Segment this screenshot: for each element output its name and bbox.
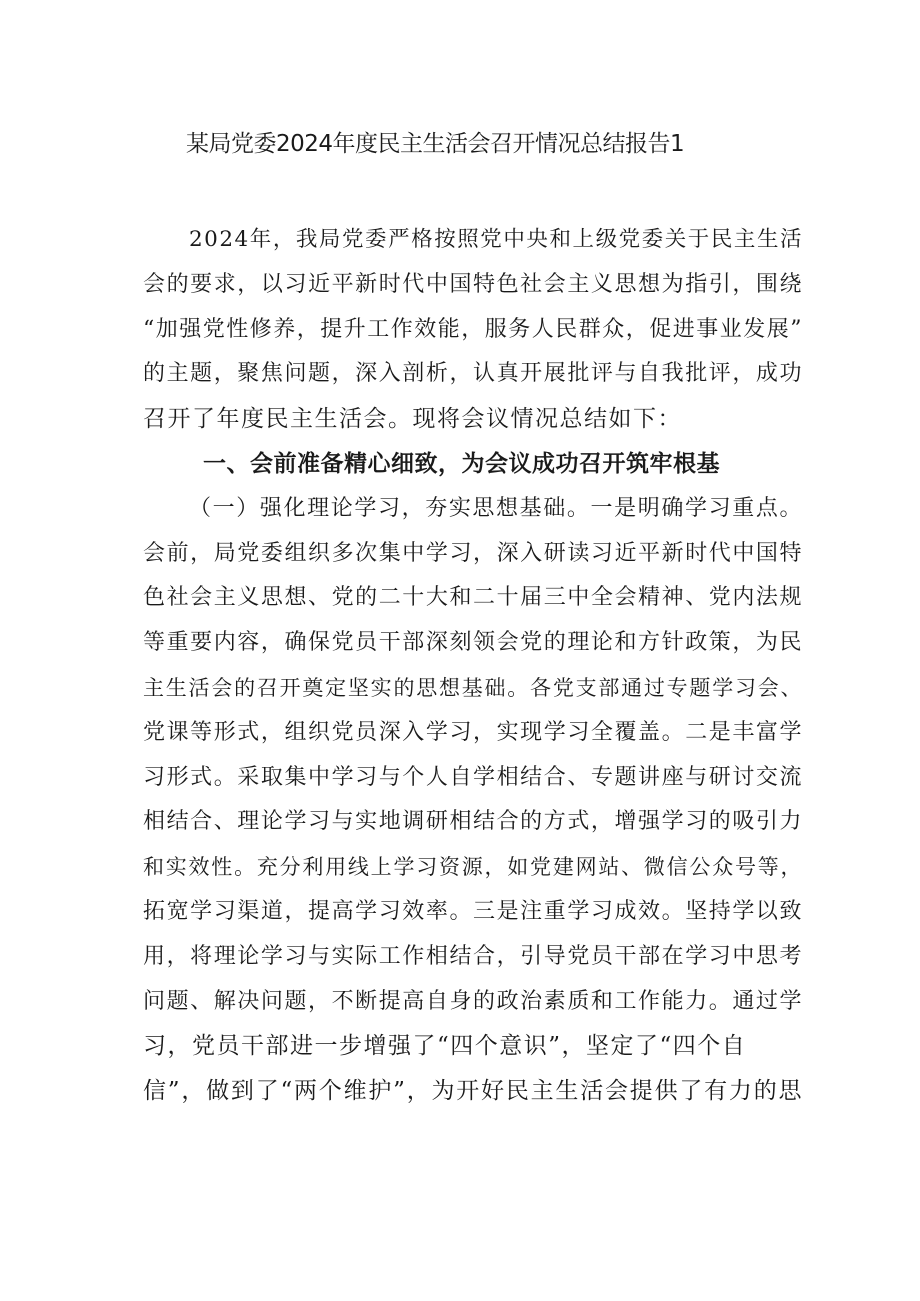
body-line: 信”，做到了“两个维护”，为开好民主生活会提供了有力的思 — [143, 1078, 803, 1105]
intro-line: 召开了年度民主生活会。现将会议情况总结如下： — [143, 406, 682, 433]
intro-line: 会的要求，以习近平新时代中国特色社会主义思想为指引，围绕 — [143, 271, 803, 297]
body-line: 用，将理论学习与实际工作相结合，引导党员干部在学习中思考 — [143, 943, 803, 969]
body-line: 拓宽学习渠道，提高学习效率。三是注重学习成效。坚持学以致 — [143, 898, 803, 924]
body-line: 党课等形式，组织党员深入学习，实现学习全覆盖。二是丰富学 — [143, 719, 803, 745]
body-line: 习形式。采取集中学习与个人自学相结合、专题讲座与研讨交流 — [143, 764, 803, 790]
body-line: （一）强化理论学习，夯实思想基础。一是明确学习重点。 — [189, 495, 803, 521]
document-body — [143, 218, 803, 1114]
intro-line: “加强党性修养，提升工作效能，服务人民群众，促进事业发展” — [143, 316, 803, 342]
intro-line: 2024年，我局党委严格按照党中央和上级党委关于民主生活 — [189, 227, 803, 252]
body-line: 相结合、理论学习与实地调研相结合的方式，增强学习的吸引力 — [143, 809, 803, 835]
body-line: 主生活会的召开奠定坚实的思想基础。各党支部通过专题学习会、 — [143, 675, 803, 700]
body-line: 会前，局党委组织多次集中学习，深入研读习近平新时代中国特 — [143, 540, 803, 566]
body-line: 等重要内容，确保党员干部深刻领会党的理论和方针政策，为民 — [143, 630, 803, 656]
body-line: 问题、解决问题，不断提高自身的政治素质和工作能力。通过学 — [143, 988, 803, 1014]
body-line: 色社会主义思想、党的二十大和二十届三中全会精神、党内法规 — [143, 585, 803, 611]
intro-line: 的主题，聚焦问题，深入剖析，认真开展批评与自我批评，成功 — [143, 361, 803, 387]
body-line: 习，党员干部进一步增强了“四个意识”，坚定了“四个自 — [143, 1033, 747, 1060]
document-title: 某局党委2024年度民主生活会召开情况总结报告1 — [186, 131, 685, 157]
section-heading: 一、会前准备精心细致，为会议成功召开筑牢根基 — [203, 450, 720, 477]
body-line: 和实效性。充分利用线上学习资源，如党建网站、微信公众号等， — [143, 855, 803, 880]
